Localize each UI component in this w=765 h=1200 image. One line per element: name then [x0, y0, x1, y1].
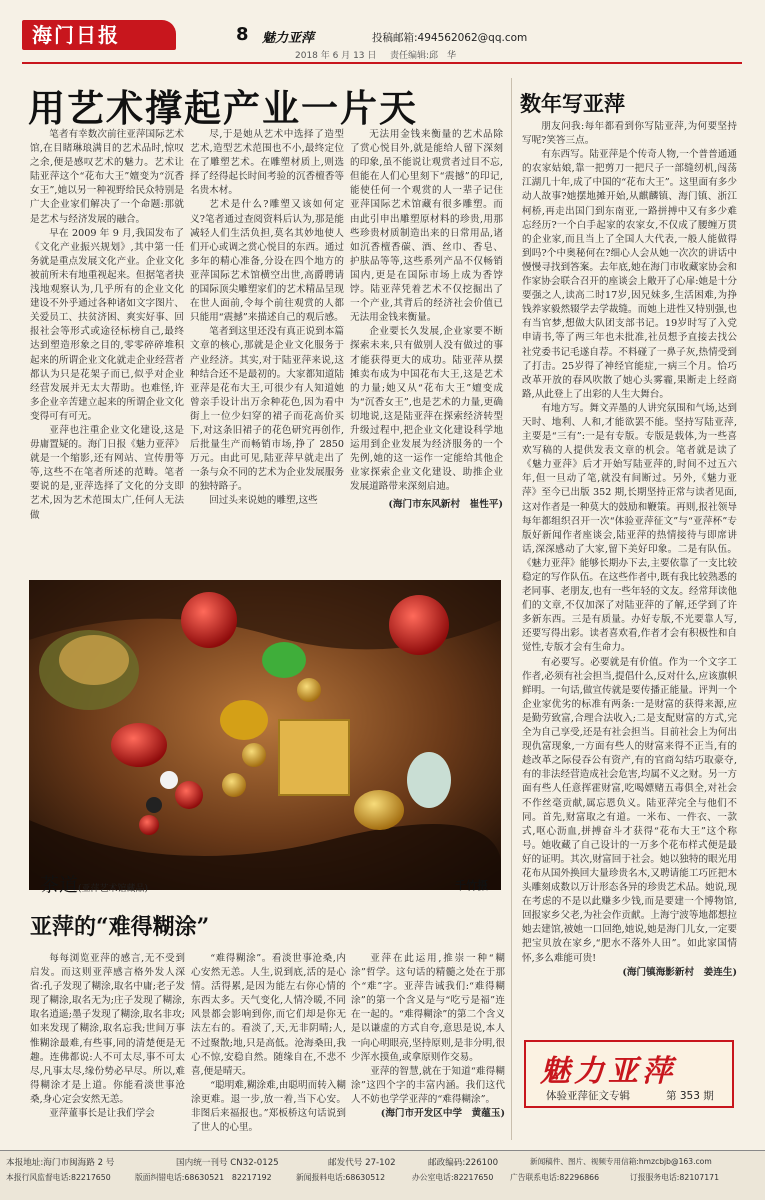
footer-item: 本报行风监督电话:82217650: [6, 1173, 111, 1182]
footer-item: 国内统一刊号 CN32-0125: [176, 1158, 279, 1168]
paragraph: 亚萍董事长是让我们学会: [49, 1108, 155, 1120]
paragraph: 有东西写。陆亚萍是个传奇人物,一个普普通通的农家姑娘,靠一把剪刀一把尺子一部缝纫机,闯荡江湖几十年,成了中国的“花布大王”。这里面有多少动人故事?她摆地摊开始,从麒麟镇、海门镇、浙江柯桥,再走出国门到东南亚,一路拼搏中又有多少难忘经历?一个白手起家的农家女,不仅成了腰缠万贯的企业家,而且当上了全国人大代表,一般人能做得到吗?个中奥秘何在?细心人会从她一次次的讲话中慢慢寻找到答案。去年底,她在海门市收藏家协会和作家协会联合召开的座谈会上敞开了心扉:她是十分要强之人,读高二时17岁,因兄妹多,生活困难,为挣钱养家毅然辍学去学裁缝。而她上进性又特别强,也有当官梦,想做大队团支部书记。19岁时写了入党申请书,等了两三年也未批准,社员想予直接去找公社党委书记毛遂自荐。不料碰了一鼻子灰,热情受到了打击。25岁得了神经官能症,一病三个月。恰巧改革开放的春风吹散了她心头雾霾,果断走上经商路,从此登上了出彩的人生大舞台。: [522, 149, 737, 400]
tea-ceremony-photo: [29, 580, 501, 890]
newspaper-logo: 海门日报: [22, 20, 176, 50]
footer: [0, 1150, 765, 1200]
side-article-byline: (海门镇海影新村 姜连生): [622, 966, 737, 978]
footer-item: 新闻报料电话:68630512: [296, 1173, 386, 1182]
paragraph: 回过头来说她的雕塑,这些: [209, 495, 318, 507]
page-number: 8: [236, 24, 249, 45]
photo-credit: 千竹摄: [455, 879, 488, 892]
footer-item: 邮政编码:226100: [428, 1158, 499, 1168]
lower-article-col1: [30, 952, 185, 1147]
paragraph: 有地方写。舞文弄墨的人讲究氛围和气场,达到天时、地利、人和,才能欲罢不能。坚持写陆亚萍,主要是“三有”:一是有专版。专版是载体,为一些喜欢写稿的人提供发表文章的机会。笔者就是读了《魅力亚萍》后才开始写陆亚萍的,时间不过五六年,但一旦动了笔,就没有间断过。另外,《魅力亚萍》至今已出版 352 期,长期坚持正常与读者见面,这对作者是一种莫大的鼓励和鞭策。再则,报社领导每年都组织召开一次“体验亚萍征文”与“亚萍杯”专版好新闻作者座谈会,陆亚萍的热情接待与即席讲话,深深感动了大家,留下美好印象。二是有队伍。《魅力亚萍》能够长期办下去,主要依靠了一支比较稳定的写作队伍。在这些作者中,既有我比较熟悉的老同事、老朋友,也有一些年轻的文友。经常拜读他们的文章,不仅加深了对陆亚萍的了解,还学到了许多新东西。三是有质量。办好专版,不光要靠人写,还要写得出彩。读者喜欢看,作者才会有积极性和自觉性,专版才会有生命力。: [522, 402, 737, 654]
lower-article-col2: [191, 952, 346, 1147]
paragraph: 朋友问我:每年都看到你写陆亚萍,为何要坚持写呢?笑答三点。: [522, 121, 737, 147]
lower-article-byline: (海门市开发区中学 黄蕴玉): [380, 1108, 505, 1120]
paragraph: 早在 2009 年 9 月,我国发布了《文化产业振兴规划》,其中第一任务就是重点发展文化产业。企业文化被前所未有地重视起来。但据笔者抉浅地观察认为,几乎所有的企业文化建设不外乎通过各种诸如文字图片、关爱员工、扶贫济困、爽实好事、回报社会等形式或途径标榜自己,最终达到塑造形象之目的,零零碎碎堆积起来的所谓企业文化就走企业经营者都认为只是花架子而已,似乎对企业经营发展并无太大帮助。也难怪,许多企业辛苦建立起来的所谓企业文化变得可有可无。: [30, 227, 184, 422]
lower-article-col3: [351, 952, 505, 1147]
banner-issue: 第 353 期: [666, 1090, 714, 1102]
paragraph: 亚萍的智慧,就在于知道“难得糊涂”这四个字的丰富内涵。我们这代人不妨也学学亚萍的“难得糊涂”。: [351, 1065, 505, 1105]
masthead: [0, 0, 765, 62]
footer-item: 订报服务电话:82107171: [630, 1173, 720, 1182]
banner-logo: 魅力亚萍: [540, 1054, 676, 1089]
paragraph: 每每浏览亚萍的感言,无不受到启发。而这则亚萍感言格外发人深省:孔子发现了糊涂,取名中庸;老子发现了糊涂,取名无为;庄子发现了糊涂,取名逍遥;墨子发现了糊涂,取名非攻;如来发现了糊涂,取名忘我;世间万事惟糊涂最难,有些事,同的清楚便是无趣。连佛都说:人不可太尽,事不可太尽,凡事太尽,缘份势必早尽。所以,难得糊涂才是上道。你能看淡世事沧桑,身心定会安然无恙。: [30, 953, 185, 1105]
issue-date: 2018 年 6 月 13 日: [295, 51, 377, 61]
paragraph: 无法用金钱来衡量的艺术品除了赏心悦目外,就是能给人留下深刻的印象,虽不能说让观赏者过目不忘,但能在人们心里刻下“震撼”的印记,能使任何一个观赏的人一辈子记住亚萍国际艺术馆藏有很多雕塑。而由此引申出雕塑原材料的珍贵,用那些珍贵材质制造出来的日常用品,诸如沉香檀香碳、酒、丝巾、香皂、护肤品等等,这些系列产品不仅畅销国内,更是在国际市场上成为香饽饽。陆亚萍凭着艺术不仅挖掘出了一个产业,其背后的经济社会价值已无法用金钱来衡量。: [350, 129, 503, 324]
paragraph: “难得糊涂”。看淡世事沧桑,内心安然无恙。人生,说到底,活的是心情。活得累,是因为能左右你心情的东西太多。天气变化,人情冷暖,不同风景都会影响到你,而它们却是你无法左右的。看淡了,天,无非阴晴;人,不过聚散;地,只是高低。沧海桑田,我心不惊,安稳自然。随缘自在,不悲不喜,便是晴天。: [191, 953, 346, 1077]
photo-caption-title: 茶道: [40, 874, 79, 896]
main-article-col1: [30, 128, 184, 568]
section-name: 魅力亚萍: [262, 31, 315, 46]
main-article-col3: [350, 128, 503, 568]
footer-item: 新闻稿件、图片、视频专用信箱:hmzcbjb@163.com: [530, 1157, 712, 1166]
main-article-col2: [190, 128, 344, 568]
paragraph: 艺术是什么?雕塑又该如何定义?笔者通过查阅资料后认为,那是能减轻人们生活负担,莫名其妙地使人们开心或调之赏心悦目的东西。通过多年的精心准备,分设在四个地方的亚萍国际艺术馆横空出世,高爵聘请的国际顶尖雕塑家们的艺术精品呈现在世人面前,令每个前往观赏的人都只能用“震撼”来描述自己的观后感。: [190, 199, 344, 324]
banner-subtitle: 体验亚萍征文专辑: [546, 1090, 630, 1102]
paragraph: “聪明难,糊涂难,由聪明而转入糊涂更难。退一步,放一着,当下心安。非图后来福报也。”郑板桥这句话说到了世人的心里。: [191, 1079, 346, 1134]
lower-article-title: 亚萍的“难得糊涂”: [30, 914, 210, 940]
paragraph: 亚萍也注重企业文化建设,这是毋庸置疑的。海门日报《魅力亚萍》就是一个缩影,还有网站、宣传册等等,这些不在笔者所述的范畴。笔者要说的是,亚萍选择了文化的分支即艺术,因为艺术范围太广,任何人无法做: [30, 424, 184, 521]
side-article-body: [522, 120, 737, 1032]
side-article-title: 数年写亚萍: [520, 91, 625, 116]
paragraph: 亚萍在此运用,推崇一种“糊涂”哲学。这句话的精髓之处在于那个“难”字。亚萍告诫我们:“难得糊涂”的第一个含义是与“吃亏是福”连在一起的。“难得糊涂”的第二个含义是以谦虚的方式自夸,意思是说,本人一向心明眼亮,坚持原则,是非分明,很少浑水摸鱼,或拿原则作交易。: [351, 953, 505, 1063]
footer-item: 广告联系电话:82296866: [510, 1173, 600, 1182]
paragraph: 笔者有幸数次前往亚萍国际艺术馆,在目睹琳琅满目的艺术品时,惊叹之余,便是感叹艺术的魅力。艺术让陆亚萍这个“花布大王”嬗变为“沉香女王”,她以另一种视野给民众特别是广大企业家们解决了一个命题:那就是艺术与经济发展的融合。: [30, 129, 184, 225]
footer-item: 办公室电话:82217650: [412, 1173, 494, 1182]
photo-caption: [40, 870, 148, 897]
paragraph: 尽,于是她从艺术中选择了造型艺术,造型艺术范围也不小,最终定位在了雕塑艺术。在雕塑材质上,则选择了经得起长时间考验的沉香檀香等名贵木材。: [190, 129, 344, 197]
footer-item: 版面纠错电话:68630521 82217192: [135, 1173, 272, 1182]
column-divider: [511, 78, 512, 1140]
footer-item: 本报地址:海门市闽海路 2 号: [6, 1158, 115, 1168]
paragraph: 企业要长久发展,企业家要不断探索未来,只有做别人没有做过的事才能获得更大的成功。陆亚萍从摆摊卖布成为中国花布大王,这是艺术的力量;她又从“花布大王”嬗变成为“沉香女王”,也是艺术的力量,更确切地说,这是陆亚萍在探索经济转型升级过程中,把企业文化建设科学地运用到企业发展为经济服务的一个先例,她的这一运作一定能给其他企业家探索企业文化建设、助推企业发展道路带来深刻启迪。: [350, 326, 503, 493]
main-article-title: 用艺术撑起产业一片天: [28, 86, 418, 130]
paragraph: 有必要写。必要就是有价值。作为一个文字工作者,必须有社会担当,提倡什么,反对什么,应该旗帜鲜明。一句话,做宣传就是要传播正能量。评判一个企业家优劣的标准有两条:一是财富的获得来源,应是勤劳致富,合理合法收入;二是支配财富的方式,完全为自己享受,还是有社会担当。目前社会上为何出现仇富现象,一方面有些人的财富来得不正当,有的趁改革之际侵吞公有资产,有的官商勾结巧取豪夺,有的非法经营造成社会危害,均属不义之财。另一方面有些人任意挥霍财富,吃喝嫖赌五毒俱全,对社会不作丝毫贡献,属忘恩负义。陆亚萍完全与他们不同。首先,财富取之有道。一米布、一件衣、一款式,呕心沥血,拼搏奋斗才获得“花布大王”这个称号。她收藏了自己设计的一万多个花布样式便是最好的证明。其次,财富回于社会。她以独特的眼光用花布从国外换回大量珍贵名木,又聘请能工巧匠把木头雕刻成数以万计形态各异的珍贵艺术品。她说,现在考虑的不是以此赚多少钱,而是要建一个博物馆,回报家乡父老,为社会作贡献。上海宁波等地都想拉她去建馆,被她一口回绝,她说,她是海门儿女,一定要把宝贝放在家乡,“肥水不落外人田”。如此家国情怀,多么难能可贵!: [522, 656, 737, 964]
paragraph: 笔者到这里还没有真正说到本篇文章的核心,那就是企业文化服务于产业经济。其实,对于陆亚萍来说,这种结合还不是最初的。大家都知道陆亚萍是花布大王,可很少有人知道她曾亲手设计出万余种花色,因为看中街上一位少妇穿的裙子而花高价买下,对这条旧裙子的花色研究再创作,后批量生产而畅销市场,挣了 2850 万元。由此可见,陆亚萍早就走出了一条与众不同的艺术为企业发展服务的独特路子。: [190, 326, 344, 493]
column-banner: [524, 1040, 734, 1108]
footer-item: 邮发代号 27-102: [328, 1158, 396, 1168]
contribution-email: 投稿邮箱:494562062@qq.com: [372, 32, 528, 44]
editor-credit: 责任编辑:邱 华: [390, 51, 457, 61]
main-article-byline: (海门市东风新村 崔性平): [388, 499, 503, 511]
header-rule: [22, 62, 742, 64]
photo-caption-sub: (亚萍艺术馆藏品): [78, 884, 149, 894]
tea-set-illustration: [29, 580, 501, 890]
footer-rule: [0, 1150, 765, 1151]
